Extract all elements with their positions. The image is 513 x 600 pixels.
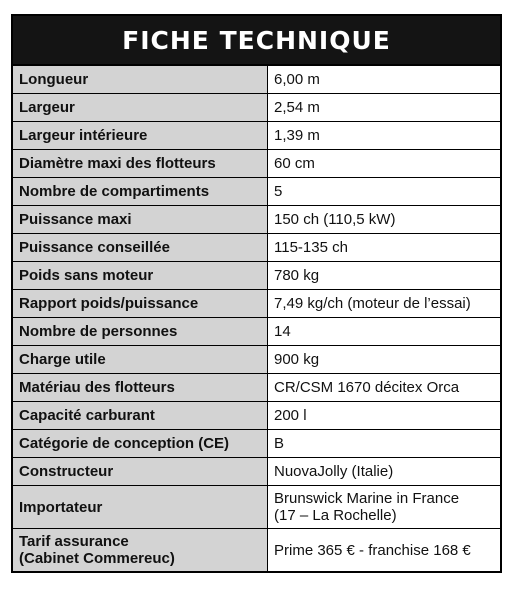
row-value: 14: [268, 318, 501, 346]
row-label: Rapport poids/puissance: [13, 290, 268, 318]
row-value: B: [268, 430, 501, 458]
row-label-line: Tarif assurance: [19, 533, 129, 550]
row-value: 6,00 m: [268, 66, 501, 94]
table-row: [13, 430, 500, 458]
table-row: [13, 206, 500, 234]
row-label-line: (Cabinet Commereuc): [19, 550, 175, 567]
table-row: [13, 178, 500, 206]
row-value: 7,49 kg/ch (moteur de l’essai): [268, 290, 501, 318]
row-label: Poids sans moteur: [13, 262, 268, 290]
row-label: Importateur: [13, 486, 268, 529]
row-label: Catégorie de conception (CE): [13, 430, 268, 458]
row-value: Prime 365 € - franchise 168 €: [268, 529, 501, 572]
table-row: [13, 150, 500, 178]
row-value: 115-135 ch: [268, 234, 501, 262]
row-label: [13, 529, 268, 572]
row-label: Constructeur: [13, 458, 268, 486]
row-label: Capacité carburant: [13, 402, 268, 430]
table-row: [13, 94, 500, 122]
sheet-title: FICHE TECHNIQUE: [13, 16, 500, 66]
table-row: [13, 486, 500, 529]
row-label: Matériau des flotteurs: [13, 374, 268, 402]
row-value: 200 l: [268, 402, 501, 430]
spec-table: [13, 66, 500, 571]
row-label: Charge utile: [13, 346, 268, 374]
table-row: [13, 262, 500, 290]
row-label: Largeur: [13, 94, 268, 122]
row-label: Diamètre maxi des flotteurs: [13, 150, 268, 178]
table-row: [13, 290, 500, 318]
table-row: [13, 318, 500, 346]
row-value-line: Brunswick Marine in France: [274, 490, 460, 507]
row-label: Longueur: [13, 66, 268, 94]
table-row: [13, 529, 500, 572]
table-row: [13, 458, 500, 486]
row-value: NuovaJolly (Italie): [268, 458, 501, 486]
row-label: Largeur intérieure: [13, 122, 268, 150]
row-value: CR/CSM 1670 décitex Orca: [268, 374, 501, 402]
table-row: [13, 122, 500, 150]
row-value: 150 ch (110,5 kW): [268, 206, 501, 234]
row-value: 1,39 m: [268, 122, 501, 150]
table-row: [13, 234, 500, 262]
row-label: Nombre de compartiments: [13, 178, 268, 206]
row-value: 2,54 m: [268, 94, 501, 122]
row-value: 5: [268, 178, 501, 206]
row-value: 60 cm: [268, 150, 501, 178]
table-row: [13, 346, 500, 374]
row-label: Puissance maxi: [13, 206, 268, 234]
spec-sheet: [11, 14, 502, 573]
table-row: [13, 374, 500, 402]
row-value: 780 kg: [268, 262, 501, 290]
table-row: [13, 402, 500, 430]
row-value-line: (17 – La Rochelle): [274, 507, 397, 524]
row-value: [268, 486, 501, 529]
table-row: [13, 66, 500, 94]
row-label: Nombre de personnes: [13, 318, 268, 346]
row-value: 900 kg: [268, 346, 501, 374]
row-label: Puissance conseillée: [13, 234, 268, 262]
